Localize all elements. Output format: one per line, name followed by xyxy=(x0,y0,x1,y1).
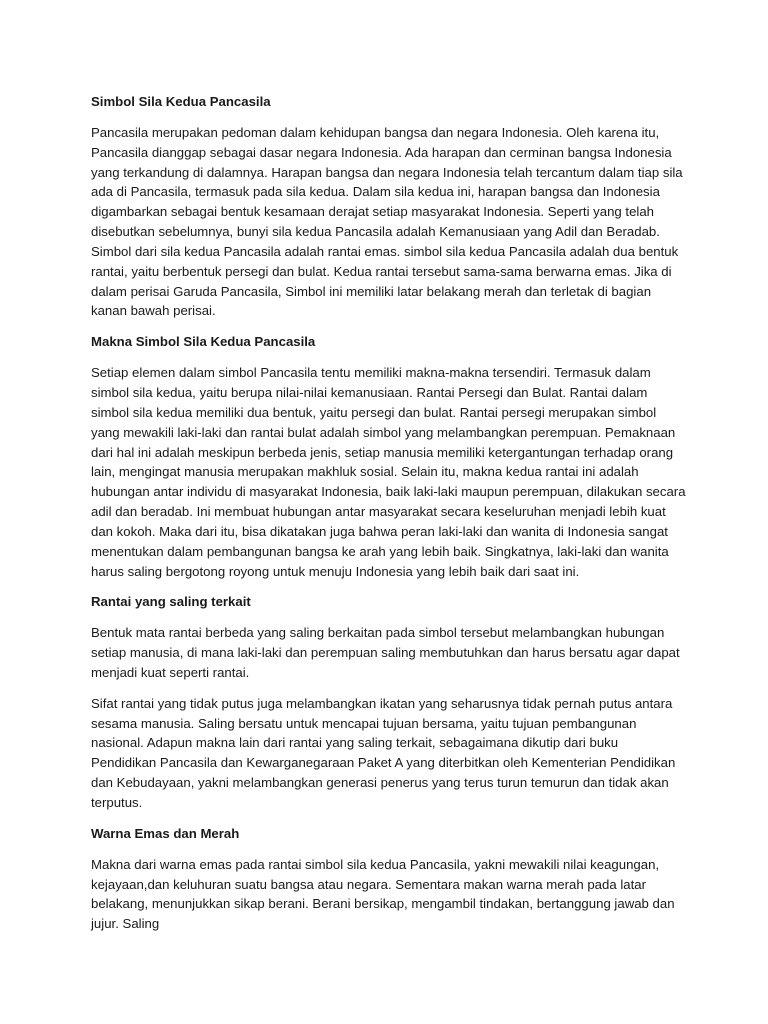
section-heading-simbol: Simbol Sila Kedua Pancasila xyxy=(91,94,271,109)
section-heading-warna: Warna Emas dan Merah xyxy=(91,825,240,841)
paragraph: Pancasila merupakan pedoman dalam kehidupan bangsa dan negara Indonesia. Oleh karena itu, Pancasila dianggap sebagai dasar negara Indonesia. Ada harapan dan cerminan bangsa Indonesia yang terkandung di dalamnya. Harapan bangsa dan negara Indonesia telah tercantum dalam tiap sila ada di Pancasila, termasuk pada sila kedua. Dalam sila kedua ini, harapan bangsa dan Indonesia digambarkan sebagai bentuk kesamaan derajat setiap masyarakat Indonesia. Seperti yang telah disebutkan sebelumnya, bunyi sila kedua Pancasila adalah Kemanusiaan yang Adil dan Beradab. Simbol dari sila kedua Pancasila adalah rantai emas. simbol sila kedua Pancasila adalah dua bentuk rantai, yaitu berbentuk persegi dan bulat. Kedua rantai tersebut sama-sama berwarna emas. Jika di dalam perisai Garuda Pancasila, Simbol ini memiliki latar belakang merah dan terletak di bagian kanan bawah perisai. xyxy=(91,124,683,319)
section-heading-rantai: Rantai yang saling terkait xyxy=(91,594,251,610)
paragraph: Bentuk mata rantai berbeda yang saling berkaitan pada simbol tersebut melambangkan hubungan setiap manusia, di mana laki-laki dan perempuan saling membutuhkan dan harus bersatu agar dapat menjadi kuat seperti rantai. xyxy=(91,625,680,680)
section-heading-makna: Makna Simbol Sila Kedua Pancasila xyxy=(91,334,316,350)
paragraph: Makna dari warna emas pada rantai simbol sila kedua Pancasila, yakni mewakili nilai keagungan, kejayaan,dan keluhuran suatu bangsa atau negara. Sementara makan warna merah pada latar belakang, menunjukkan sikap berani. Berani bersikap, mengambil tindakan, bertanggung jawab dan jujur. Saling xyxy=(91,856,675,932)
paragraph: Setiap elemen dalam simbol Pancasila tentu memiliki makna-makna tersendiri. Termasuk dalam simbol sila kedua, yaitu berupa nilai-nilai kemanusiaan. Rantai Persegi dan Bulat. Rantai dalam simbol sila kedua memiliki dua bentuk, yaitu persegi dan bulat. Rantai persegi merupakan simbol yang mewakili laki-laki dan rantai bulat adalah simbol yang melambangkan perempuan. Pemaknaan dari hal ini adalah meskipun berbeda jenis, setiap manusia memiliki ketergantungan terhadap orang lain, mengingat manusia merupakan makhluk sosial. Selain itu, makna kedua rantai ini adalah hubungan antar individu di masyarakat Indonesia, baik laki-laki maupun perempuan, dilakukan secara adil dan beradab. Ini membuat hubungan antar masyarakat secara keseluruhan menjadi lebih kuat dan kokoh. Maka dari itu, bisa dikatakan juga bahwa peran laki-laki dan wanita di Indonesia sangat menentukan dalam pembangunan bangsa ke arah yang lebih baik. Singkatnya, laki-laki dan wanita harus saling bergotong royong untuk menuju Indonesia yang lebih baik dari saat ini. xyxy=(91,365,686,579)
document-page xyxy=(91,92,687,934)
paragraph: Sifat rantai yang tidak putus juga melambangkan ikatan yang seharusnya tidak pernah putus antara sesama manusia. Saling bersatu untuk mencapai tujuan bersama, yaitu tujuan pembangunan nasional. Adapun makna lain dari rantai yang saling terkait, sebagaimana dikutip dari buku Pendidikan Pancasila dan Kewarganegaraan Paket A yang diterbitkan oleh Kementerian Pendidikan dan Kebudayaan, yakni melambangkan generasi penerus yang terus turun temurun dan tidak akan terputus. xyxy=(91,695,676,810)
